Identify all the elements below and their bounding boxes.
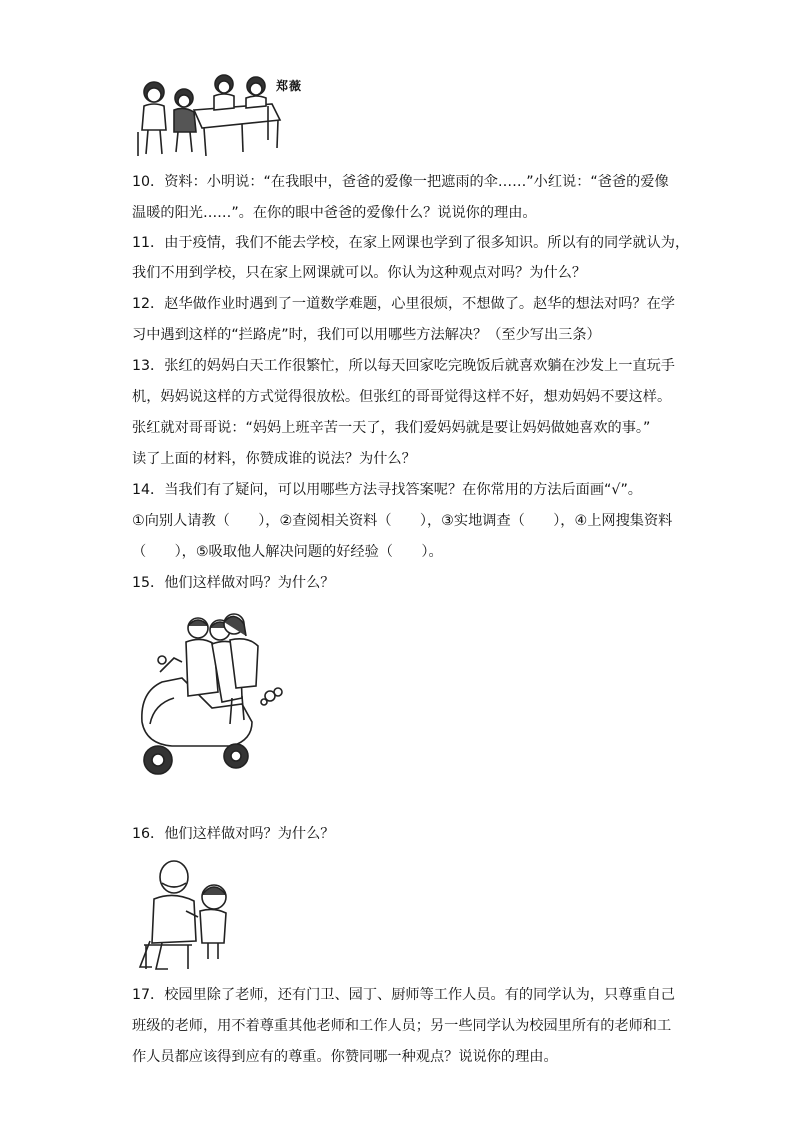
question-14-line-1: 14．当我们有了疑问，可以用哪些方法寻找答案呢？在你常用的方法后面画“√”。 <box>132 482 642 498</box>
question-13-line-2: 机，妈妈说这样的方式觉得很放松。但张红的哥哥觉得这样不好，想劝妈妈不要这样。 <box>132 389 672 405</box>
question-17-line-3: 作人员都应该得到应有的尊重。你赞同哪一种观点？说说你的理由。 <box>132 1049 558 1065</box>
family-on-scooter-illustration <box>132 612 292 782</box>
question-16-line-1: 16．他们这样做对吗？为什么？ <box>132 826 335 842</box>
question-12-line-1: 12．赵华做作业时遇到了一道数学难题，心里很烦，不想做了。赵华的想法对吗？在学 <box>132 296 675 312</box>
question-11-line-1: 11．由于疫情，我们不能去学校，在家上网课也学到了很多知识。所以有的同学就认为， <box>132 235 690 251</box>
question-13-line-3: 张红就对哥哥说：“妈妈上班辛苦一天了，我们爱妈妈就是要让妈妈做她喜欢的事。” <box>132 420 651 436</box>
question-13-line-4: 读了上面的材料，你赞成谁的说法？为什么？ <box>132 451 416 467</box>
question-13-line-1: 13．张红的妈妈白天工作很繁忙，所以每天回家吃完晚饭后就喜欢躺在沙发上一直玩手 <box>132 358 675 374</box>
question-12-line-2: 习中遇到这样的“拦路虎”时，我们可以用哪些方法解决？（至少写出三条） <box>132 327 601 343</box>
question-14-line-3: （ ），⑤吸取他人解决问题的好经验（ ）。 <box>132 544 443 560</box>
question-10-line-2: 温暖的阳光……”。在你的眼中爸爸的爱像什么？说说你的理由。 <box>132 205 537 221</box>
question-15-line-1: 15．他们这样做对吗？为什么？ <box>132 575 335 591</box>
question-11-line-2: 我们不用到学校，只在家上网课就可以。你认为这种观点对吗？为什么？ <box>132 265 587 281</box>
question-17-line-2: 班级的老师，用不着尊重其他老师和工作人员；另一些同学认为校园里所有的老师和工 <box>132 1018 672 1034</box>
question-10-line-1: 10．资料：小明说：“在我眼中，爸爸的爱像一把遮雨的伞……”小红说：“爸爸的爱像 <box>132 174 669 190</box>
question-14-line-2: ①向别人请教（ ），②查阅相关资料（ ），③实地调查（ ），④上网搜集资料 <box>132 513 673 529</box>
question-17-line-1: 17．校园里除了老师，还有门卫、园丁、厨师等工作人员。有的同学认为，只尊重自己 <box>132 987 675 1003</box>
students-at-table-illustration <box>132 70 282 160</box>
illustration-caption: 郑薇 <box>276 79 303 93</box>
child-and-elder-illustration <box>132 855 242 973</box>
